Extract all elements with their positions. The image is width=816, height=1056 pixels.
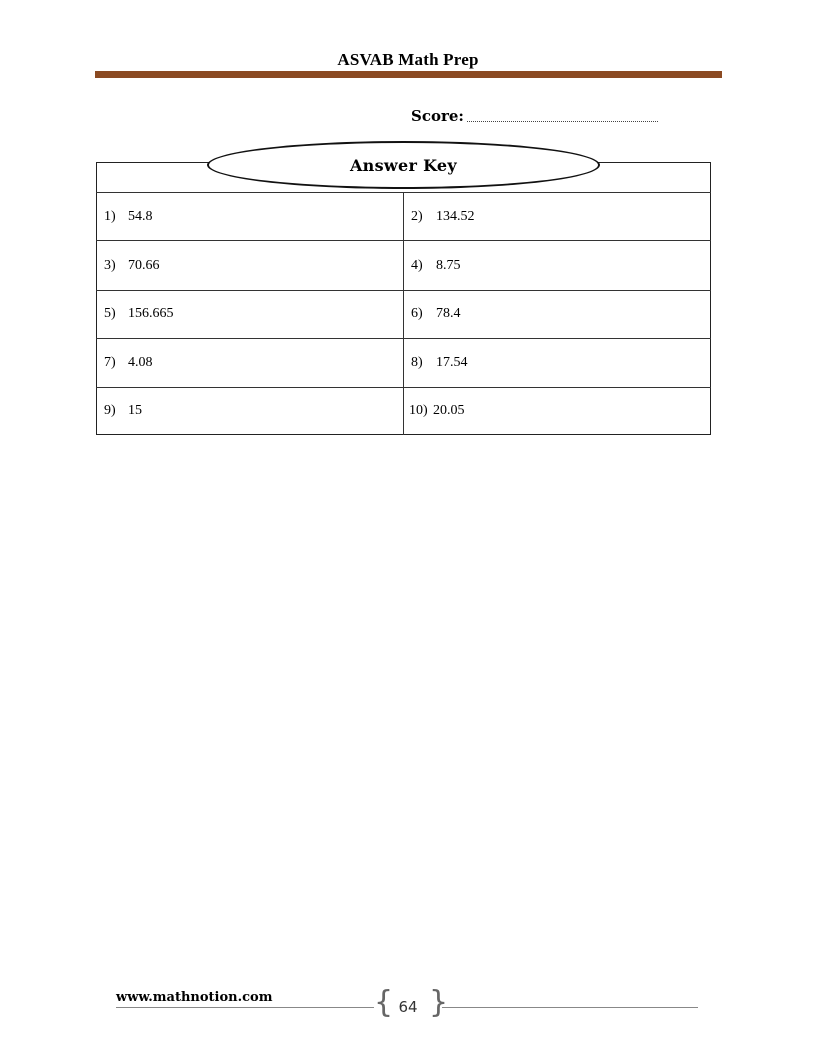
right-brace-icon: } (429, 985, 449, 1020)
answer-key-title: Answer Key (349, 155, 458, 175)
answer-number: 5) (104, 306, 116, 321)
answer-number: 2) (411, 209, 423, 224)
footer-rule-right (442, 1007, 698, 1008)
answer-number: 3) (104, 258, 116, 273)
answer-value: 8.75 (436, 258, 461, 273)
score-line (467, 121, 658, 122)
answer-item (409, 403, 465, 419)
answer-value: 4.08 (128, 355, 153, 370)
answer-item (411, 258, 461, 274)
answer-number: 7) (104, 355, 116, 370)
footer-url: www.mathnotion.com (116, 990, 273, 1005)
answer-key-oval (207, 141, 600, 189)
column-divider (403, 192, 404, 435)
answer-item (411, 306, 461, 322)
answer-number: 4) (411, 258, 423, 273)
answer-item (411, 209, 475, 225)
footer-rule-left (116, 1007, 374, 1008)
page-number: 64 (398, 998, 418, 1016)
answer-item (104, 403, 142, 419)
answer-number: 10) (409, 403, 428, 418)
answer-number: 6) (411, 306, 423, 321)
page-header-title: ASVAB Math Prep (337, 50, 479, 69)
answer-value: 134.52 (436, 209, 475, 224)
answer-number: 1) (104, 209, 116, 224)
answer-value: 15 (128, 403, 142, 418)
answer-value: 54.8 (128, 209, 153, 224)
answer-item (411, 355, 468, 371)
answer-item (104, 258, 160, 274)
answer-value: 20.05 (433, 403, 465, 418)
header-rule (95, 71, 722, 78)
answer-value: 70.66 (128, 258, 160, 273)
answer-value: 156.665 (128, 306, 174, 321)
answer-value: 17.54 (436, 355, 468, 370)
answer-item (104, 355, 153, 371)
answer-value: 78.4 (436, 306, 461, 321)
answer-number: 8) (411, 355, 423, 370)
answer-item (104, 209, 153, 225)
answer-number: 9) (104, 403, 116, 418)
score-label: Score: (411, 107, 464, 125)
answer-item (104, 306, 174, 322)
left-brace-icon: { (374, 985, 394, 1020)
